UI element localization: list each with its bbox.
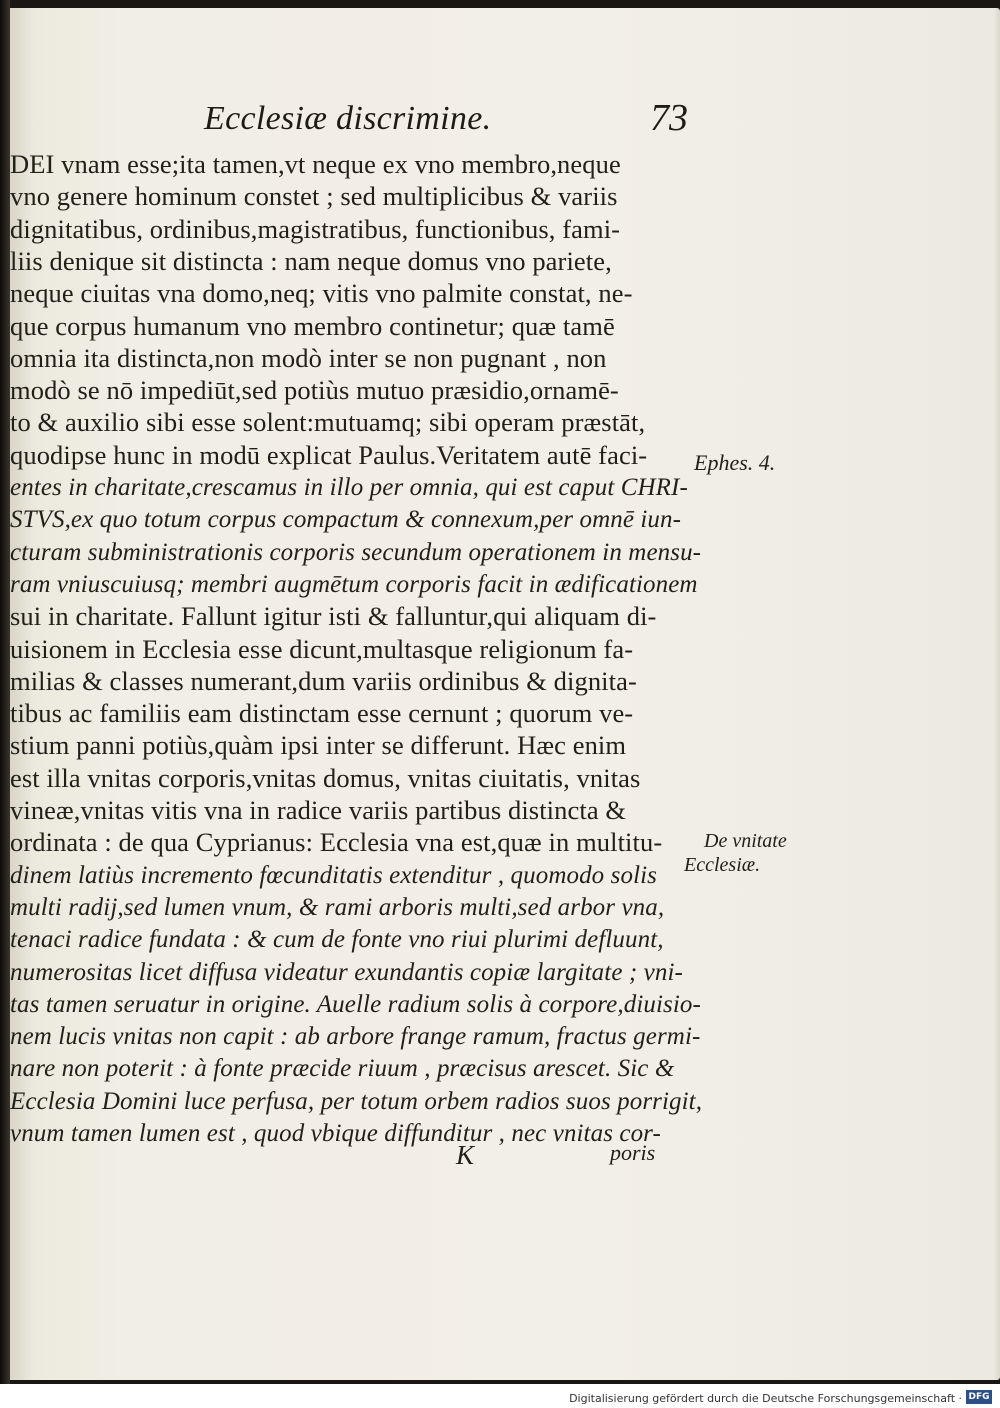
body-line: omnia ita distincta,non modò inter se non pugnant , non xyxy=(10,342,607,373)
body-line: neque ciuitas vna domo,neq; vitis vno palmite constat, ne- xyxy=(10,278,633,309)
body-line: multi radij,sed lumen vnum, & rami arboris multi,sed arbor vna, xyxy=(10,893,665,921)
margin-note-de-vnitate-2: Ecclesiæ. xyxy=(684,854,761,876)
body-line: vineæ,vnitas vitis vna in radice variis partibus distincta & xyxy=(10,795,627,825)
body-line: entes in charitate,crescamus in illo per omnia, qui est caput CHRI- xyxy=(10,474,688,501)
body-line: STVS,ex quo totum corpus compactum & connexum,per omnē iun- xyxy=(10,506,682,534)
paper-sheet xyxy=(4,8,1000,1380)
body-line: vno genere hominum constet ; sed multiplicibus & variis xyxy=(10,181,618,212)
margin-note-ephes: Ephes. 4. xyxy=(694,450,776,475)
body-line: vnum tamen lumen est , quod vbique diffunditur , nec vnitas cor- xyxy=(10,1120,661,1147)
body-line: sui in charitate. Fallunt igitur isti & falluntur,qui aliquam di- xyxy=(10,601,657,632)
body-line: est illa vnitas corporis,vnitas domus, vnitas ciuitatis, vnitas xyxy=(10,762,641,793)
body-line: tas tamen seruatur in origine. Auelle radium solis à corpore,diuisio- xyxy=(10,990,701,1018)
body-line: tenaci radice fundata : & cum de fonte vno riui plurimi defluunt, xyxy=(10,926,664,954)
body-line: DEI vnam esse;ita tamen,vt neque ex vno membro,neque xyxy=(10,149,621,179)
running-head: Ecclesiæ discrimine. xyxy=(204,100,492,137)
body-line: milias & classes numerant,dum variis ordinibus & dignita- xyxy=(10,665,637,696)
body-line: dinem latiùs incremento fœcunditatis extenditur , quomodo solis xyxy=(10,861,657,889)
body-line: quodipse hunc in modū explicat Paulus.Veritatem autē faci- xyxy=(10,439,648,470)
body-line: uisionem in Ecclesia esse dicunt,multasque religionum fa- xyxy=(10,633,634,664)
page-number: 73 xyxy=(650,97,688,139)
body-line: stium panni potiùs,quàm ipsi inter se differunt. Hæc enim xyxy=(10,730,627,761)
dfg-logo: DFG xyxy=(966,1390,992,1404)
body-line: modò se nō impediūt,sed potiùs mutuo præsidio,ornamē- xyxy=(10,375,619,406)
body-line: que corpus humanum vno membro continetur; quæ tamē xyxy=(10,310,615,341)
signature-mark: K xyxy=(456,1140,475,1170)
body-line: ordinata : de qua Cyprianus: Ecclesia vna est,quæ in multitu- xyxy=(10,827,663,858)
catchword: poris xyxy=(610,1140,656,1165)
body-line: numerositas licet diffusa videatur exundantis copiæ largitate ; vni- xyxy=(10,958,683,986)
margin-note-de-vnitate-1: De vnitate xyxy=(704,830,787,852)
body-line: cturam subministrationis corporis secundum operationem in mensu- xyxy=(10,538,702,566)
binding-gutter xyxy=(0,0,10,1384)
body-line: dignitatibus, ordinibus,magistratibus, functionibus, fami- xyxy=(10,213,621,244)
body-line: ram vniuscuiusq; membri augmētum corporis facit in ædificationem xyxy=(10,570,698,598)
body-line: Ecclesia Domini luce perfusa, per totum orbem radios suos porrigit, xyxy=(10,1087,703,1115)
body-line: nem lucis vnitas non capit : ab arbore frange ramum, fractus germi- xyxy=(10,1023,701,1051)
body-line: liis denique sit distincta : nam neque domus vno pariete, xyxy=(10,245,612,276)
body-line: nare non poterit : à fonte præcide riuum , præcisus arescet. Sic & xyxy=(10,1055,675,1083)
body-line: to & auxilio sibi esse solent:mutuamq; sibi operam præstāt, xyxy=(10,407,646,438)
body-line: tibus ac familiis eam distinctam esse cernunt ; quorum ve- xyxy=(10,698,634,729)
footer-credit: Digitalisierung gefördert durch die Deutsche Forschungsgemeinschaft · xyxy=(569,1392,962,1405)
